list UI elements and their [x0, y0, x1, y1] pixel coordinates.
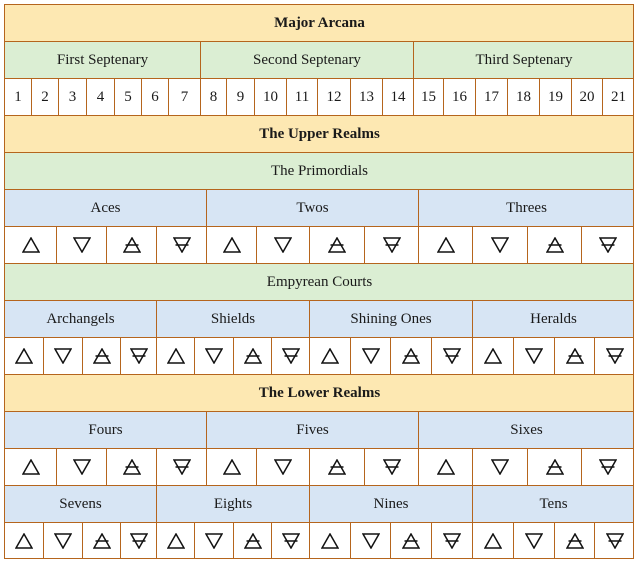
- symbol-cell: [120, 337, 156, 374]
- symbol-cell: [206, 226, 256, 263]
- symbol-cell: [120, 522, 156, 559]
- earth-symbol-icon: [282, 348, 300, 364]
- earth-symbol-icon: [443, 348, 461, 364]
- air-symbol-icon: [328, 459, 346, 475]
- earth-symbol-icon: [173, 459, 191, 475]
- septenary-third: Third Septenary: [413, 41, 634, 78]
- earth-symbol-icon: [173, 237, 191, 253]
- lower-realms-title: The Lower Realms: [4, 374, 634, 411]
- primordials-row: [4, 152, 634, 189]
- symbol-cell: [56, 448, 106, 485]
- fire-symbol-icon: [15, 348, 33, 364]
- arcana-number-cell: 14: [382, 78, 413, 115]
- fire-symbol-icon: [167, 348, 185, 364]
- symbol-cell: [390, 337, 431, 374]
- symbol-cell: [581, 226, 634, 263]
- symbol-cell: [527, 226, 581, 263]
- group-tens: Tens: [472, 485, 634, 522]
- fire-symbol-icon: [167, 533, 185, 549]
- group-archangels: Archangels: [4, 300, 156, 337]
- air-symbol-icon: [546, 459, 564, 475]
- symbol-cell: [513, 337, 554, 374]
- earth-symbol-icon: [599, 237, 617, 253]
- symbol-cell: [43, 337, 82, 374]
- earth-symbol-icon: [282, 533, 300, 549]
- symbol-cell: [309, 448, 364, 485]
- fire-symbol-icon: [437, 237, 455, 253]
- lower-b-symbols-row: [4, 522, 634, 559]
- group-sixes: Sixes: [418, 411, 634, 448]
- symbol-cell: [390, 522, 431, 559]
- lower-groups-a-row: [4, 411, 634, 448]
- symbol-cell: [82, 337, 120, 374]
- symbol-cell: [271, 337, 309, 374]
- major-arcana-title-row: [4, 4, 634, 41]
- water-symbol-icon: [491, 459, 509, 475]
- water-symbol-icon: [362, 533, 380, 549]
- group-aces: Aces: [4, 189, 206, 226]
- symbol-cell: [527, 448, 581, 485]
- arcana-number-cell: 15: [413, 78, 443, 115]
- group-fours: Fours: [4, 411, 206, 448]
- group-heralds: Heralds: [472, 300, 634, 337]
- earth-symbol-icon: [130, 533, 148, 549]
- arcana-number-cell: 19: [539, 78, 571, 115]
- arcana-number-cell: 5: [114, 78, 141, 115]
- earth-symbol-icon: [606, 533, 624, 549]
- water-symbol-icon: [525, 348, 543, 364]
- arcana-number-cell: 12: [317, 78, 350, 115]
- air-symbol-icon: [402, 533, 420, 549]
- symbol-cell: [594, 522, 634, 559]
- arcana-number-cell: 11: [286, 78, 317, 115]
- group-shields: Shields: [156, 300, 309, 337]
- water-symbol-icon: [274, 459, 292, 475]
- symbol-cell: [82, 522, 120, 559]
- earth-symbol-icon: [443, 533, 461, 549]
- air-symbol-icon: [244, 533, 262, 549]
- arcana-number-cell: 16: [443, 78, 475, 115]
- lower-a-symbols-row: [4, 448, 634, 485]
- arcana-number-cell: 10: [254, 78, 286, 115]
- symbol-cell: [309, 226, 364, 263]
- arcana-number-cell: 20: [571, 78, 602, 115]
- symbol-cell: [4, 226, 56, 263]
- water-symbol-icon: [73, 237, 91, 253]
- symbol-cell: [418, 226, 472, 263]
- earth-symbol-icon: [383, 237, 401, 253]
- symbol-cell: [472, 522, 513, 559]
- fire-symbol-icon: [321, 348, 339, 364]
- symbol-cell: [554, 522, 594, 559]
- symbol-cell: [581, 448, 634, 485]
- symbol-cell: [513, 522, 554, 559]
- earth-symbol-icon: [606, 348, 624, 364]
- group-eights: Eights: [156, 485, 309, 522]
- upper-realms-title: The Upper Realms: [4, 115, 634, 152]
- symbol-cell: [271, 522, 309, 559]
- air-symbol-icon: [546, 237, 564, 253]
- air-symbol-icon: [93, 533, 111, 549]
- fire-symbol-icon: [15, 533, 33, 549]
- water-symbol-icon: [54, 348, 72, 364]
- septenary-row: [4, 41, 634, 78]
- septenary-second: Second Septenary: [200, 41, 413, 78]
- primordials-title: The Primordials: [4, 152, 634, 189]
- symbol-cell: [106, 448, 156, 485]
- symbol-cell: [194, 522, 233, 559]
- septenary-first: First Septenary: [4, 41, 200, 78]
- symbol-cell: [156, 522, 194, 559]
- water-symbol-icon: [54, 533, 72, 549]
- arcana-number-cell: 6: [141, 78, 168, 115]
- symbol-cell: [4, 337, 43, 374]
- symbol-cell: [256, 448, 309, 485]
- water-symbol-icon: [205, 533, 223, 549]
- symbol-cell: [418, 448, 472, 485]
- air-symbol-icon: [402, 348, 420, 364]
- air-symbol-icon: [328, 237, 346, 253]
- empyrean-groups-row: [4, 300, 634, 337]
- empyrean-symbols-row: [4, 337, 634, 374]
- symbol-cell: [594, 337, 634, 374]
- fire-symbol-icon: [437, 459, 455, 475]
- arcana-number-cell: 17: [475, 78, 507, 115]
- arcana-number-cell: 21: [602, 78, 634, 115]
- group-twos: Twos: [206, 189, 418, 226]
- symbol-cell: [364, 448, 418, 485]
- arcana-numbers-row: [4, 78, 634, 115]
- symbol-cell: [194, 337, 233, 374]
- arcana-number-cell: 9: [226, 78, 254, 115]
- earth-symbol-icon: [599, 459, 617, 475]
- group-threes: Threes: [418, 189, 634, 226]
- fire-symbol-icon: [484, 348, 502, 364]
- symbol-cell: [554, 337, 594, 374]
- symbol-cell: [206, 448, 256, 485]
- symbol-cell: [364, 226, 418, 263]
- water-symbol-icon: [73, 459, 91, 475]
- fire-symbol-icon: [223, 459, 241, 475]
- air-symbol-icon: [93, 348, 111, 364]
- arcana-number-cell: 13: [350, 78, 382, 115]
- primordials-groups-row: [4, 189, 634, 226]
- arcana-number-cell: 3: [58, 78, 86, 115]
- symbol-cell: [431, 522, 472, 559]
- earth-symbol-icon: [130, 348, 148, 364]
- group-fives: Fives: [206, 411, 418, 448]
- arcana-number-cell: 4: [86, 78, 114, 115]
- fire-symbol-icon: [321, 533, 339, 549]
- earth-symbol-icon: [383, 459, 401, 475]
- air-symbol-icon: [244, 348, 262, 364]
- arcana-number-cell: 18: [507, 78, 539, 115]
- symbol-cell: [431, 337, 472, 374]
- symbol-cell: [309, 337, 350, 374]
- air-symbol-icon: [123, 237, 141, 253]
- group-sevens: Sevens: [4, 485, 156, 522]
- arcana-number-cell: 8: [200, 78, 226, 115]
- symbol-cell: [472, 226, 527, 263]
- symbol-cell: [472, 337, 513, 374]
- lower-groups-b-row: [4, 485, 634, 522]
- arcana-number-cell: 2: [31, 78, 58, 115]
- symbol-cell: [156, 337, 194, 374]
- air-symbol-icon: [123, 459, 141, 475]
- fire-symbol-icon: [22, 459, 40, 475]
- symbol-cell: [350, 522, 390, 559]
- symbol-cell: [56, 226, 106, 263]
- water-symbol-icon: [205, 348, 223, 364]
- water-symbol-icon: [362, 348, 380, 364]
- group-nines: Nines: [309, 485, 472, 522]
- group-shining-ones: Shining Ones: [309, 300, 472, 337]
- major-arcana-title: Major Arcana: [4, 4, 634, 41]
- symbol-cell: [106, 226, 156, 263]
- upper-realms-row: [4, 115, 634, 152]
- symbol-cell: [233, 337, 271, 374]
- water-symbol-icon: [491, 237, 509, 253]
- air-symbol-icon: [566, 533, 584, 549]
- fire-symbol-icon: [223, 237, 241, 253]
- symbol-cell: [472, 448, 527, 485]
- air-symbol-icon: [566, 348, 584, 364]
- major-arcana-table: [4, 4, 634, 559]
- water-symbol-icon: [525, 533, 543, 549]
- symbol-cell: [4, 448, 56, 485]
- primordials-symbols-row: [4, 226, 634, 263]
- symbol-cell: [156, 448, 206, 485]
- symbol-cell: [43, 522, 82, 559]
- water-symbol-icon: [274, 237, 292, 253]
- symbol-cell: [4, 522, 43, 559]
- symbol-cell: [350, 337, 390, 374]
- symbol-cell: [309, 522, 350, 559]
- empyrean-title: Empyrean Courts: [4, 263, 634, 300]
- arcana-number-cell: 7: [168, 78, 200, 115]
- empyrean-row: [4, 263, 634, 300]
- lower-realms-row: [4, 374, 634, 411]
- fire-symbol-icon: [22, 237, 40, 253]
- fire-symbol-icon: [484, 533, 502, 549]
- symbol-cell: [256, 226, 309, 263]
- arcana-number-cell: 1: [4, 78, 31, 115]
- symbol-cell: [156, 226, 206, 263]
- symbol-cell: [233, 522, 271, 559]
